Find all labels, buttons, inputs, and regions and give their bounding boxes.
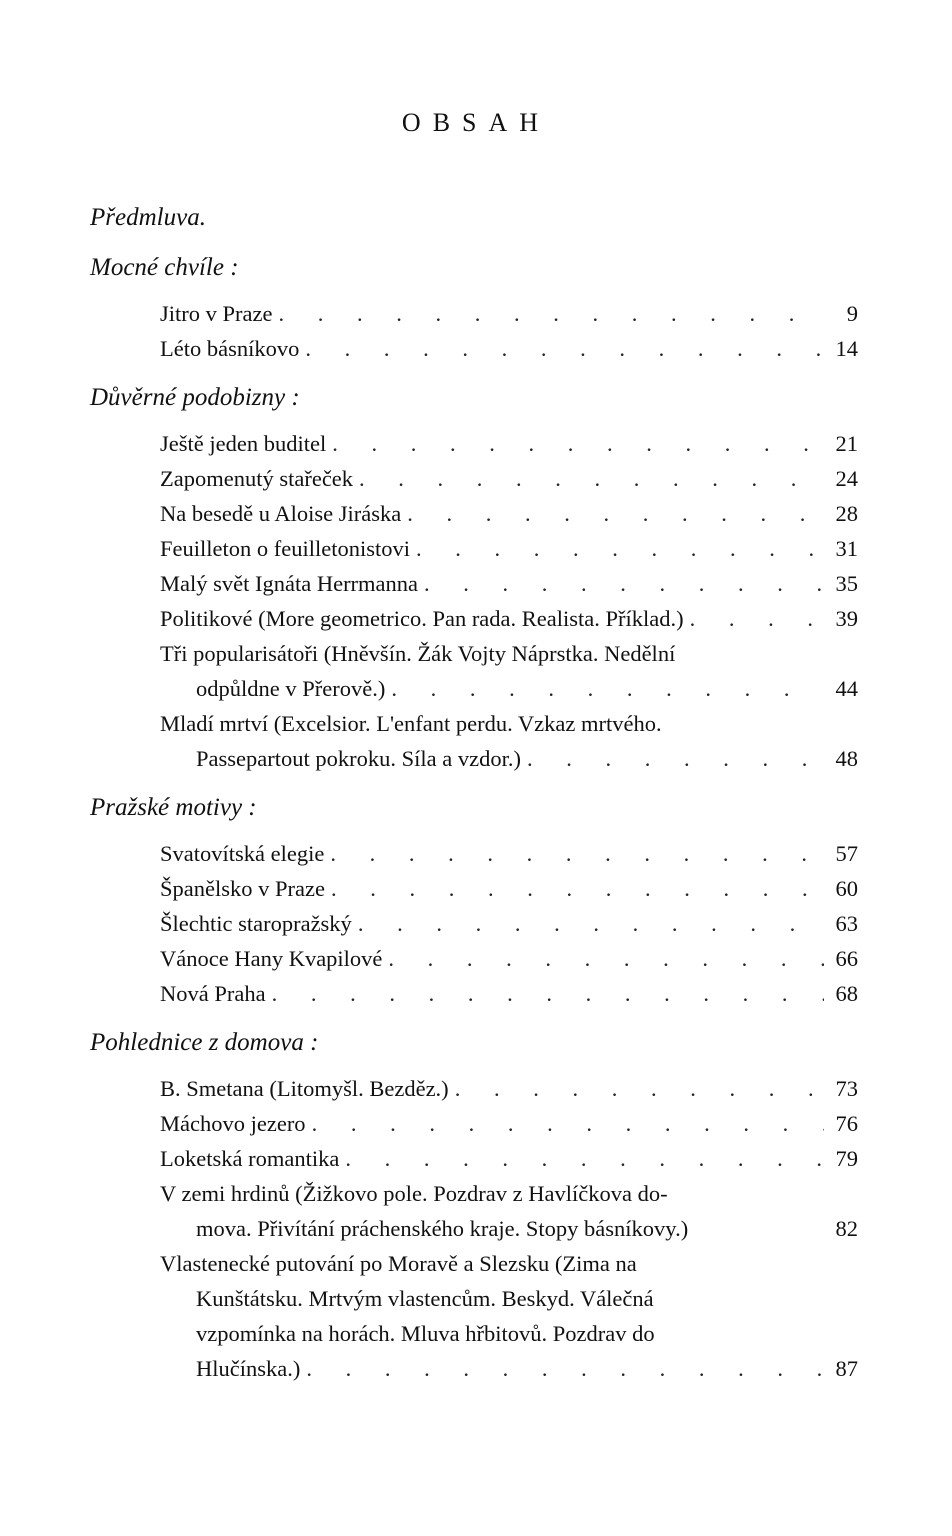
page-number: 39 — [835, 606, 858, 631]
page-number: 82 — [835, 1216, 858, 1241]
page-number: 66 — [835, 946, 858, 971]
section-heading: Pohlednice z domova : — [90, 1029, 319, 1056]
page-number: 57 — [835, 841, 858, 866]
dot-leader — [416, 531, 824, 566]
entry-title-line: Svatovítská elegie — [160, 841, 325, 866]
toc-section — [90, 250, 858, 366]
page-number: 79 — [835, 1146, 858, 1171]
entry-title-line: Malý svět Ignáta Herrmanna — [160, 571, 419, 596]
entry-title-line: Vlastenecké putování po Moravě a Slezsku (Zima na — [160, 1251, 637, 1276]
dot-leader — [424, 566, 824, 601]
toc-entry — [160, 1141, 858, 1176]
entry-title-line: Šlechtic staropražský — [160, 911, 352, 936]
section-heading: Mocné chvíle : — [90, 254, 239, 281]
entry-title-line: Léto básníkovo — [160, 336, 300, 361]
toc-entry — [160, 871, 858, 906]
entry-title-line: odpůldne v Přerově.) — [196, 676, 386, 701]
dot-leader — [690, 601, 824, 636]
page-number: 73 — [835, 1076, 858, 1101]
entry-title-line: Politikové (More geometrico. Pan rada. Realista. Příklad.) — [160, 606, 684, 631]
dot-leader — [331, 871, 824, 906]
toc-section — [90, 790, 858, 1011]
dot-leader — [278, 296, 824, 331]
toc-entry — [160, 496, 858, 531]
dot-leader — [359, 461, 824, 496]
entry-title-line: Nová Praha — [160, 981, 266, 1006]
toc-entry — [160, 1071, 858, 1106]
page-number: 24 — [835, 466, 858, 491]
entry-title-line: vzpomínka na horách. Mluva hřbitovů. Pozdrav do — [196, 1321, 655, 1346]
dot-leader — [305, 331, 824, 366]
page-number: 76 — [835, 1111, 858, 1136]
entry-title-line: B. Smetana (Litomyšl. Bezděz.) — [160, 1076, 449, 1101]
dot-leader — [272, 976, 824, 1011]
entry-title-line: Feuilleton o feuilletonistovi — [160, 536, 410, 561]
dot-leader — [330, 836, 824, 871]
page-title: OBSAH — [401, 108, 551, 137]
page-number: 35 — [835, 571, 858, 596]
page-number: 60 — [835, 876, 858, 901]
entry-title-line: Jitro v Praze — [160, 301, 273, 326]
page-number: 63 — [835, 911, 858, 936]
toc-entry — [160, 706, 858, 776]
entry-title-line: Tři popularisátoři (Hněvšín. Žák Vojty Náprstka. Nedělní — [160, 641, 676, 666]
dot-leader — [407, 496, 824, 531]
page-number: 9 — [846, 301, 858, 326]
entry-title-line: Na besedě u Aloise Jiráska — [160, 501, 402, 526]
dot-leader — [388, 941, 824, 976]
page-number: 31 — [835, 536, 858, 561]
toc-entry — [160, 836, 858, 871]
toc-entry — [160, 906, 858, 941]
entry-title-line: Máchovo jezero — [160, 1111, 306, 1136]
entry-title-line: Zapomenutý stařeček — [160, 466, 354, 491]
page-number: 68 — [835, 981, 858, 1006]
dot-leader — [358, 906, 824, 941]
section-heading: Pražské motivy : — [90, 794, 257, 821]
section-heading: Důvěrné podobizny : — [90, 384, 300, 411]
toc-entry — [160, 1176, 858, 1246]
toc-entry — [160, 531, 858, 566]
toc-entry — [160, 296, 858, 331]
entry-title-line: Vánoce Hany Kvapilové — [160, 946, 383, 971]
entry-title-line: V zemi hrdinů (Žižkovo pole. Pozdrav z Havlíčkova do- — [160, 1181, 668, 1206]
entry-title-line: Loketská romantika — [160, 1146, 340, 1171]
page-number: 28 — [835, 501, 858, 526]
table-of-contents — [90, 200, 858, 1400]
entry-title-line: Španělsko v Praze — [160, 876, 325, 901]
toc-entry — [160, 976, 858, 1011]
page-number: 48 — [835, 746, 858, 771]
toc-entry — [160, 566, 858, 601]
dot-leader — [391, 671, 824, 706]
entry-title-line: Passepartout pokroku. Síla a vzdor.) — [196, 746, 521, 771]
dot-leader — [345, 1141, 824, 1176]
toc-entry — [160, 426, 858, 461]
toc-entry — [160, 331, 858, 366]
toc-entry — [160, 941, 858, 976]
entry-title-line: Hlučínska.) — [196, 1356, 301, 1381]
dot-leader — [312, 1106, 824, 1141]
toc-entry — [160, 1106, 858, 1141]
page-number: 44 — [835, 676, 858, 701]
toc-section — [90, 200, 858, 236]
page-number: 87 — [835, 1356, 858, 1381]
dot-leader — [527, 741, 824, 776]
dot-leader — [306, 1351, 824, 1386]
entry-title-line: Kunštátsku. Mrtvým vlastencům. Beskyd. Válečná — [196, 1286, 654, 1311]
entry-title-line: Mladí mrtví (Excelsior. L'enfant perdu. Vzkaz mrtvého. — [160, 711, 662, 736]
toc-section — [90, 1025, 858, 1386]
toc-entry — [160, 1246, 858, 1386]
dot-leader — [332, 426, 824, 461]
page-number: 21 — [835, 431, 858, 456]
dot-leader — [455, 1071, 824, 1106]
toc-entry — [160, 601, 858, 636]
toc-entry — [160, 461, 858, 496]
toc-section — [90, 380, 858, 776]
page-number: 14 — [835, 336, 858, 361]
section-heading: Předmluva. — [90, 204, 206, 231]
toc-entry — [160, 636, 858, 706]
entry-title-line: Ještě jeden buditel — [160, 431, 327, 456]
entry-title-line: mova. Přivítání práchenského kraje. Stopy básníkovy.) — [196, 1216, 689, 1241]
